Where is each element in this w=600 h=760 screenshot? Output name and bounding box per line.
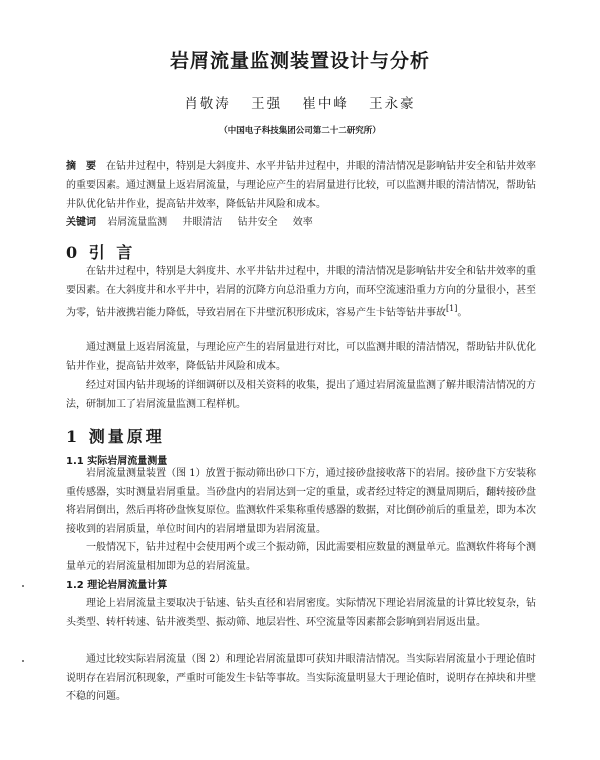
author-list: 肖敬涛 王强 崔中峰 王永豪: [184, 96, 416, 112]
section-heading-principle: 1 测量原理: [66, 427, 165, 446]
paragraph: 通过测量上返岩屑流量，与理论应产生的岩屑量进行对比，可以监测井眼的清洁情况，帮助钻井队优化钻井作业，提高钻井效率，降低钻井风险和成本。: [66, 342, 536, 372]
keywords-label: 关键词: [66, 217, 96, 228]
abstract: [66, 157, 536, 214]
keywords: [66, 214, 536, 231]
subsection-heading: 1.1 实际岩屑流量测量: [66, 456, 168, 467]
keyword: 效率: [292, 217, 313, 228]
keyword: 钻井安全: [237, 217, 278, 228]
paragraph: 经过对国内钻井现场的详细调研以及相关资料的收集，提出了通过岩屑流量监测了解井眼清洁情况的方法，研制加工了岩屑流量监测工程样机。: [66, 380, 536, 410]
scan-speck: [22, 585, 24, 587]
citation: [1]: [446, 304, 458, 313]
keyword: 井眼清洁: [182, 217, 223, 228]
section-heading-introduction: 0 引 言: [66, 243, 136, 262]
paragraph: [66, 263, 536, 323]
paragraph-text: 在钻井过程中，特别是大斜度井、水平井钻井过程中，井眼的清洁情况是影响钻井安全和钻井效率的重要因素。在大斜度井和水平井中，岩屑的沉降方向总沿重力方向，而环空流速沿重力方向的分量很小，甚至为零，钻井液携岩能力降低，导致岩屑在下井壁沉积形成床，容易产生卡钻等钻井事故: [66, 266, 536, 319]
paragraph-end: 。: [457, 307, 468, 319]
abstract-text: 在钻井过程中，特别是大斜度井、水平井钻井过程中，井眼的清洁情况是影响钻井安全和钻井效率的重要因素。通过测量上返岩屑流量，与理论应产生的岩屑量进行比较，可以监测井眼的清洁情况，帮助钻井队优化钻井作业，提高钻井效率，降低钻井风险和成本。: [66, 161, 536, 210]
paper-title: 岩屑流量监测装置设计与分析: [169, 50, 430, 72]
paragraph: 岩屑流量测量装置（图 1）放置于振动筛出砂口下方，通过接砂盘接收落下的岩屑。接砂盘下方安装称重传感器，实时测量岩屑重量。当砂盘内的岩屑达到一定的重量，或者经过特定的测量周期后，翻转接砂盘将岩屑倒出，然后再将砂盘恢复原位。监测软件采集称重传感器的数据，对比倒砂前后的重量差，即为本次接收到的岩屑质量，单位时间内的岩屑增量即为岩屑流量。: [66, 468, 536, 535]
author-affiliation: （中国电子科技集团公司第二十二研究所）: [219, 126, 381, 136]
paragraph: 通过比较实际岩屑流量（图 2）和理论岩屑流量即可获知井眼清洁情况。当实际岩屑流量小于理论值时说明存在岩屑沉积现象，严重时可能发生卡钻等事故。当实际流量明显大于理论值时，说明存在掉块和井壁不稳的问题。: [66, 654, 536, 702]
scan-speck: [22, 660, 24, 662]
paragraph: 一般情况下，钻井过程中会使用两个或三个振动筛，因此需要相应数量的测量单元。监测软件将每个测量单元的岩屑流量相加即为总的岩屑流量。: [66, 542, 536, 572]
keyword: 岩屑流量监测: [107, 217, 168, 228]
subsection-heading: 1.2 理论岩屑流量计算: [66, 580, 168, 591]
abstract-label: 摘 要: [66, 161, 96, 172]
paragraph: 理论上岩屑流量主要取决于钻速、钻头直径和岩屑密度。实际情况下理论岩屑流量的计算比较复杂，钻头类型、转杆转速、钻井液类型、振动筛、地层岩性、环空流量等因素都会影响到岩屑返出量。: [66, 598, 536, 628]
